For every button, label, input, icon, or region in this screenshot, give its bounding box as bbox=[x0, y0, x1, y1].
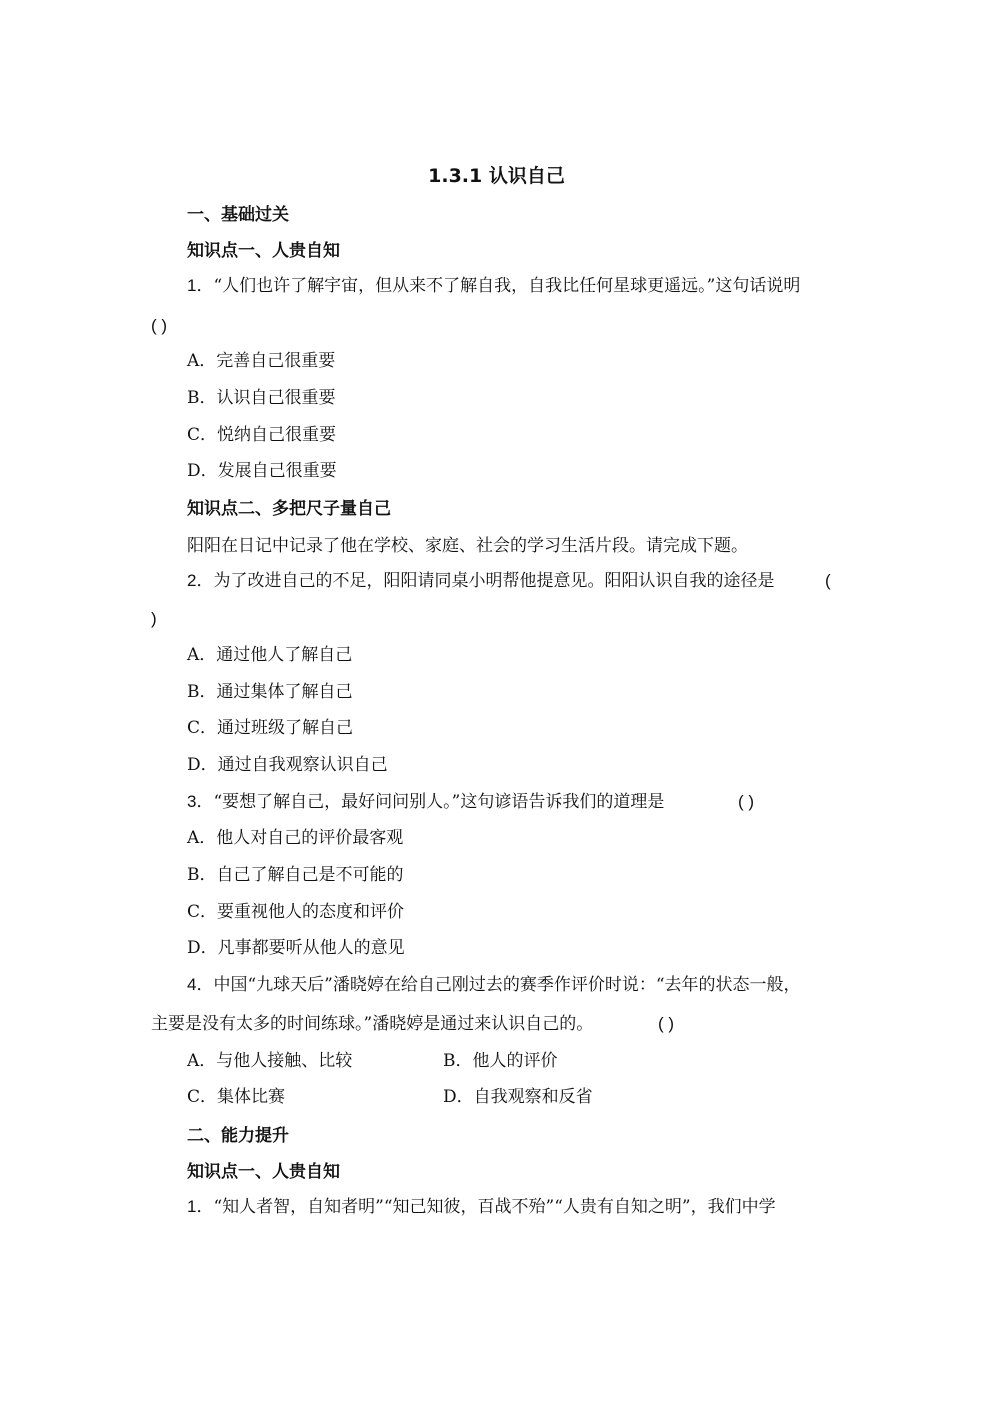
question-text: 中国“九球天后”潘晓婷在给自己刚过去的赛季作评价时说：“去年的状态一般， bbox=[213, 975, 801, 995]
option-b: B．认识自己很重要 bbox=[187, 388, 336, 408]
question-number: 3． bbox=[187, 792, 214, 811]
answer-blank: ( ) bbox=[151, 316, 168, 335]
option-d: D．凡事都要听从他人的意见 bbox=[187, 938, 405, 958]
question-text: “要想了解自己，最好问问别人。”这句谚语告诉我们的道理是 bbox=[213, 792, 665, 812]
question-2 bbox=[187, 570, 774, 592]
question-number: 2． bbox=[187, 571, 214, 590]
option-b: B．自己了解自己是不可能的 bbox=[187, 865, 404, 885]
answer-blank-close: ) bbox=[151, 609, 157, 628]
knowledge-point-heading: 知识点一、人贵自知 bbox=[187, 241, 340, 261]
question-1 bbox=[187, 275, 800, 297]
section-heading-basic: 一、基础过关 bbox=[187, 205, 289, 225]
option-d: D．自我观察和反省 bbox=[443, 1087, 593, 1107]
question-number: 1． bbox=[187, 1197, 214, 1216]
question-3 bbox=[187, 791, 664, 813]
option-d: D．通过自我观察认识自己 bbox=[187, 755, 388, 775]
question-text: “人们也许了解宇宙，但从来不了解自我，自我比任何星球更遥远。”这句话说明 bbox=[213, 276, 801, 296]
answer-blank: ( ) bbox=[658, 1014, 675, 1033]
question-1 bbox=[187, 1196, 776, 1218]
question-number: 1． bbox=[187, 276, 214, 295]
answer-blank: ( ) bbox=[738, 792, 755, 811]
passage-intro: 阳阳在日记中记录了他在学校、家庭、社会的学习生活片段。请完成下题。 bbox=[187, 536, 748, 556]
option-d: D．发展自己很重要 bbox=[187, 461, 337, 481]
question-4 bbox=[187, 974, 801, 996]
option-c: C．悦纳自己很重要 bbox=[187, 425, 337, 445]
option-c: C．集体比赛 bbox=[187, 1087, 286, 1107]
option-b: B．他人的评价 bbox=[443, 1051, 558, 1071]
option-a: A．与他人接触、比较 bbox=[187, 1051, 353, 1071]
question-text: 为了改进自己的不足，阳阳请同桌小明帮他提意见。阳阳认识自我的途径是 bbox=[213, 571, 775, 591]
question-text: “知人者智，自知者明”“知己知彼，百战不殆”“人贵有自知之明”，我们中学 bbox=[213, 1197, 776, 1217]
question-4-continued: 主要是没有太多的时间练球。”潘晓婷是通过来认识自己的。 bbox=[151, 1014, 594, 1034]
answer-blank-open: ( bbox=[825, 571, 831, 590]
option-b: B．通过集体了解自己 bbox=[187, 682, 353, 702]
option-a: A．通过他人了解自己 bbox=[187, 645, 353, 665]
option-c: C．要重视他人的态度和评价 bbox=[187, 902, 405, 922]
knowledge-point-heading: 知识点二、多把尺子量自己 bbox=[187, 499, 391, 519]
question-number: 4． bbox=[187, 975, 214, 994]
knowledge-point-heading: 知识点一、人贵自知 bbox=[187, 1162, 340, 1182]
option-c: C．通过班级了解自己 bbox=[187, 718, 354, 738]
page-title: 1.3.1 认识自己 bbox=[428, 165, 565, 187]
option-a: A．他人对自己的评价最客观 bbox=[187, 828, 404, 848]
section-heading-ability: 二、能力提升 bbox=[187, 1126, 289, 1146]
option-a: A．完善自己很重要 bbox=[187, 351, 336, 371]
